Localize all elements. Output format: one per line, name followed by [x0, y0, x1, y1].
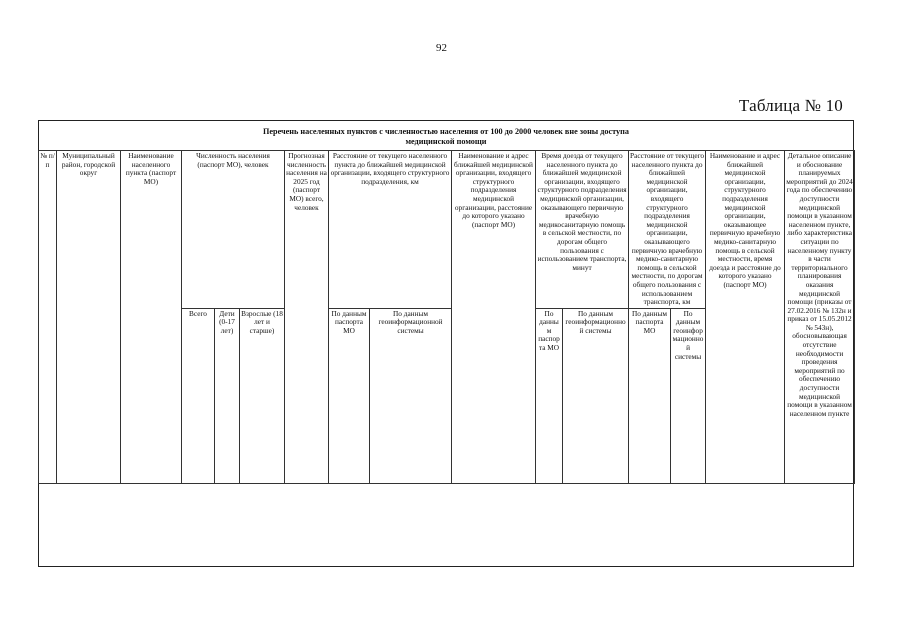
- col-description: Детальное описание и обоснование планируемых мероприятий до 2024 года по обеспечению доступности медицинской помощи в указанном населенном пункте, либо характеристика ситуации по населенному пункту в части территориального планирования оказания медицинской помощи (приказы от 27.02.2016 № 132н и приказ от 15.05.2012 № 543н), обосновывающая отсутствие необходимости проведения мероприятий по обеспечению доступности медицинской помощи в указанном населенном пункте: [785, 151, 855, 484]
- table-heading-line1: Перечень населенных пунктов с численностью населения от 100 до 2000 человек вне зоны доступа: [263, 127, 629, 136]
- col-population: Численность населения (паспорт МО), человек: [182, 151, 285, 309]
- col-district: Муниципальный район, городской округ: [57, 151, 121, 484]
- table-heading: [38, 127, 854, 147]
- subcol-adults: Взрослые (18 лет и старше): [240, 308, 285, 483]
- table-heading-line2: медицинской помощи: [405, 137, 487, 146]
- header-table: [38, 150, 855, 484]
- col-settlement: Наименование населенного пункта (паспорт МО): [121, 151, 182, 484]
- subcol-total: Всего: [182, 308, 215, 483]
- col-nearest-org: Наименование и адрес ближайшей медицинской организации, входящего структурного подразделения медицинской организации, расстояние до которого указано (паспорт МО): [452, 151, 536, 484]
- subcol-distance-primary-gis: По данным геоинформационной системы: [671, 308, 706, 483]
- col-travel-time: Время доезда от текущего населенного пункта до ближайшей медицинской организации, входящего структурного подразделения медицинской организации, оказывающего первичную врачебную медикосанитарную помощь в сельской местности, по дорогам общего пользования с использованием транспорта, минут: [536, 151, 629, 309]
- subcol-time-passport: По данным паспорта МО: [536, 308, 563, 483]
- col-primary-org: Наименование и адрес ближайшей медицинской организации, структурного подразделения медицинской организации, оказывающее первичную врачебную медико-санитарную помощь в сельской местности, время доезда и расстояние до которого указано (паспорт МО): [706, 151, 785, 484]
- subcol-distance-passport: По данным паспорта МО: [329, 308, 370, 483]
- subcol-distance-primary-passport: По данным паспорта МО: [629, 308, 671, 483]
- subcol-children: Дети (0-17 лет): [215, 308, 240, 483]
- col-distance-primary: Расстояние от текущего населенного пункта до ближайшей медицинской организации, входящего структурного подразделения медицинской организации, оказывающего первичную врачебную медико-санитарную помощь в сельской местности, по дорогам общего пользования с использованием транспорта, км: [629, 151, 706, 309]
- col-num: № п/п: [39, 151, 57, 484]
- table-title: Таблица № 10: [738, 96, 843, 115]
- subcol-time-gis: По данным геоинформационной системы: [563, 308, 629, 483]
- col-forecast: Прогнозная численность населения на 2025 год (паспорт МО) всего, человек: [285, 151, 329, 484]
- col-distance: Расстояние от текущего населенного пункта до ближайшей медицинской организации, входящего структурного подразделения, км: [329, 151, 452, 309]
- subcol-distance-gis: По данным геоинформационной системы: [370, 308, 452, 483]
- page-number: 92: [436, 42, 447, 54]
